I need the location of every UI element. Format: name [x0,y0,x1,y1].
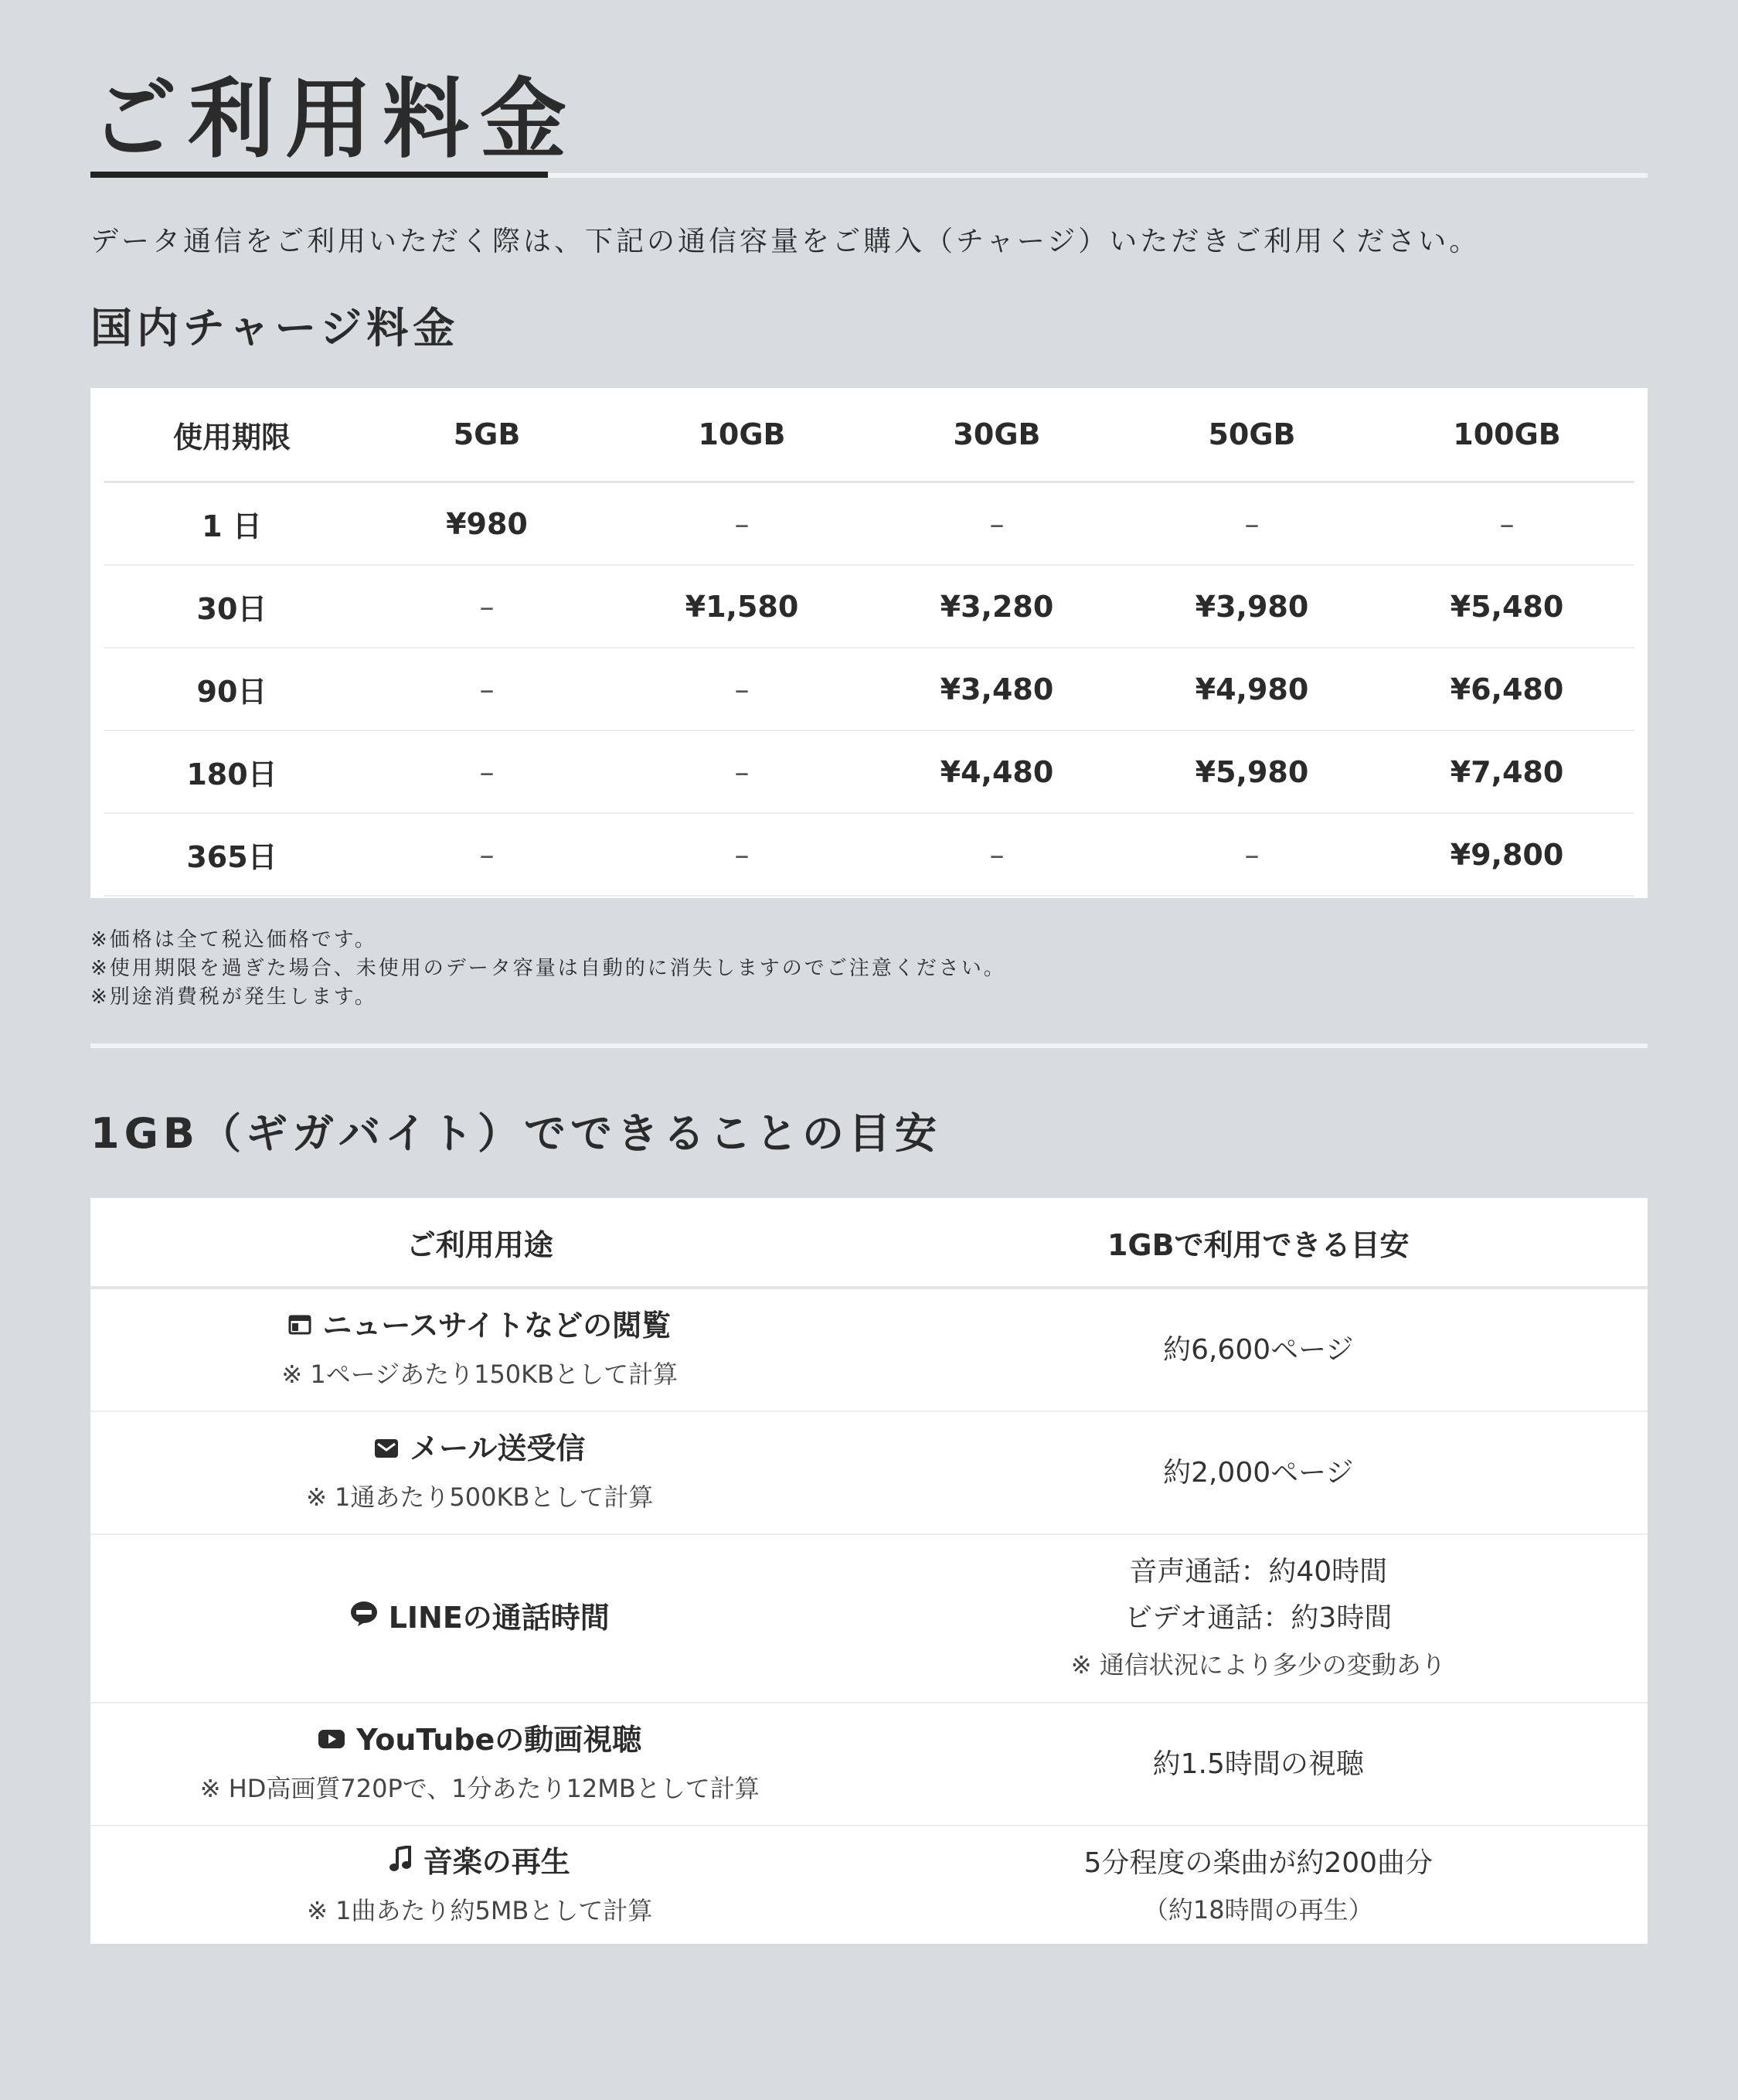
title-underline [90,172,548,178]
price-cell: – [1379,482,1634,566]
price-cell: – [614,482,869,566]
table-row [90,1703,1648,1826]
usage-note: ※ 1通あたり500KBとして計算 [306,1482,654,1512]
estimate-note: （約18時間の再生） [1143,1894,1373,1925]
usage-table-container [90,1198,1648,1944]
period-cell: 1 日 [104,482,359,566]
table-row [104,648,1634,730]
estimate-cell [869,1534,1648,1703]
usage-name: YouTubeの動画視聴 [356,1723,642,1758]
price-table-container [90,388,1648,898]
usage-name-line [90,1302,869,1351]
table-row [90,1288,1648,1411]
usage-cell [90,1534,869,1703]
price-cell: ¥7,480 [1379,730,1634,813]
browser-icon [288,1302,311,1349]
price-cell: ¥3,980 [1124,565,1379,648]
header-5gb: 5GB [359,388,614,482]
usage-name-line [90,1717,869,1765]
price-cell: – [869,813,1124,896]
price-header-row [104,388,1634,482]
page-title: ご利用料金 [90,70,577,170]
mail-icon [374,1425,399,1472]
note-line: ※使用期限を過ぎた場合、未使用のデータ容量は自動的に消失しますのでご注意ください。 [90,957,1006,980]
header-estimate: 1GBで利用できる目安 [869,1198,1648,1288]
price-cell: – [614,813,869,896]
price-cell: ¥6,480 [1379,648,1634,730]
usage-name-line [90,1595,869,1643]
estimate-text: ビデオ通話：約3時間 [1124,1602,1393,1634]
estimate-text: 約1.5時間の視聴 [1152,1748,1364,1780]
estimate-text: 5分程度の楽曲が約200曲分 [1083,1846,1434,1879]
estimate-cell [869,1411,1648,1534]
usage-name: ニュースサイトなどの閲覧 [322,1309,672,1343]
header-100gb: 100GB [1379,388,1634,482]
header-50gb: 50GB [1124,388,1379,482]
period-cell: 30日 [104,565,359,648]
price-cell: – [614,730,869,813]
price-cell: – [869,482,1124,566]
usage-name-line [90,1839,869,1887]
youtube-icon [318,1717,345,1763]
price-cell: – [359,648,614,730]
usage-heading: 1GB（ギガバイト）でできることの目安 [90,1109,942,1158]
table-row [90,1826,1648,1946]
usage-name-line [90,1425,869,1474]
price-cell: ¥4,480 [869,730,1124,813]
table-row [104,482,1634,566]
usage-table [90,1198,1648,1946]
estimate-cell [869,1826,1648,1946]
usage-name: 音楽の再生 [423,1845,570,1880]
estimate-cell [869,1703,1648,1826]
price-cell: ¥1,580 [614,565,869,648]
note-line: ※別途消費税が発生します。 [90,985,377,1009]
table-row [90,1534,1648,1703]
usage-cell [90,1411,869,1534]
intro-text: データ通信をご利用いただく際は、下記の通信容量をご購入（チャージ）いただきご利用ください。 [90,226,1481,257]
header-period: 使用期限 [104,388,359,482]
domestic-heading: 国内チャージ料金 [90,304,460,352]
usage-cell [90,1826,869,1946]
usage-note: ※ 1曲あたり約5MBとして計算 [307,1895,653,1925]
usage-name: LINEの通話時間 [388,1600,610,1635]
usage-note: ※ HD高画質720Pで、1分あたり12MBとして計算 [199,1773,760,1803]
estimate-cell [869,1288,1648,1411]
price-cell: ¥4,980 [1124,648,1379,730]
note-line: ※価格は全て税込価格です。 [90,928,377,951]
usage-name: メール送受信 [410,1431,586,1466]
price-cell: – [1124,482,1379,566]
title-section [90,70,1648,178]
header-10gb: 10GB [614,388,869,482]
period-cell: 180日 [104,730,359,813]
usage-cell [90,1288,869,1411]
period-cell: 90日 [104,648,359,730]
usage-cell [90,1703,869,1826]
usage-header-row [90,1198,1648,1288]
header-usage: ご利用用途 [90,1198,869,1288]
usage-note: ※ 1ページあたり150KBとして計算 [281,1359,679,1389]
estimate-text: 約2,000ページ [1163,1456,1354,1489]
estimate-note: ※ 通信状況により多少の変動あり [1070,1650,1446,1680]
price-cell: ¥980 [359,482,614,566]
price-cell: – [614,648,869,730]
price-notes [90,926,1006,1012]
price-cell: – [359,565,614,648]
price-cell: ¥9,800 [1379,813,1634,896]
line-icon [350,1594,378,1640]
table-row [104,565,1634,648]
price-table [104,388,1634,897]
price-cell: – [359,813,614,896]
price-cell: ¥3,480 [869,648,1124,730]
music-note-icon [389,1839,413,1885]
price-cell: ¥5,480 [1379,565,1634,648]
price-cell: ¥3,280 [869,565,1124,648]
price-cell: ¥5,980 [1124,730,1379,813]
header-30gb: 30GB [869,388,1124,482]
estimate-text: 音声通話：約40時間 [1129,1556,1388,1588]
price-cell: – [1124,813,1379,896]
table-row [90,1411,1648,1534]
table-row [104,730,1634,813]
table-row [104,813,1634,896]
section-divider [90,1043,1648,1048]
period-cell: 365日 [104,813,359,896]
estimate-text: 約6,600ページ [1163,1333,1354,1366]
price-cell: – [359,730,614,813]
